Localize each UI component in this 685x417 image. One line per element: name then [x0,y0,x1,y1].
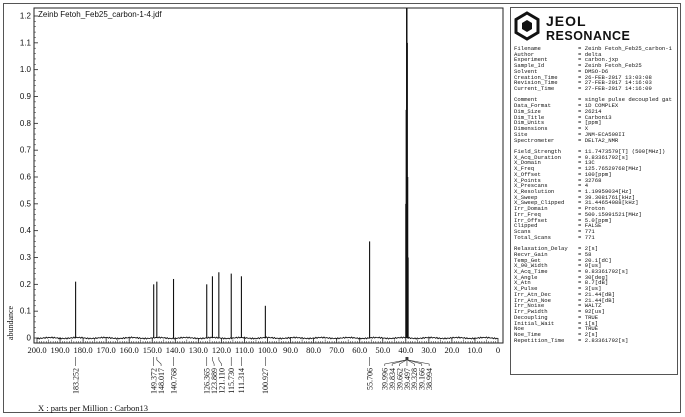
param-key: Irr_Pwidth [514,309,548,315]
param-key: X_90_Width [514,263,548,270]
peak-label: 121.110 [217,368,227,394]
peak-label: 100.927 [261,368,271,394]
param-value: = [ppm] [578,120,602,127]
jeol-resonance-logo [513,10,673,44]
param-key: X_Sweep_Clipped [514,200,565,207]
param-key: Experiment [514,57,548,64]
param-value: = Proton [578,206,605,212]
peak-label-leader [212,357,214,366]
param-value: = 100[ppm] [578,171,612,178]
param-value: = 771 [578,229,595,235]
peak-label: 55.706 [365,368,375,390]
peak-label: 115.730 [227,368,237,394]
x-tick-label: 50.0 [375,345,391,355]
peak-label-leader [157,357,161,366]
param-value: = 8.7[dB] [578,280,609,287]
param-key: Author [514,51,535,58]
param-value: = JNM-ECA500II [578,131,625,138]
param-value: = 0.83361792[s] [578,154,629,161]
y-tick-label: 0.9 [19,92,31,101]
param-key: Noe [514,326,525,332]
param-key: Creation_Time [514,74,558,81]
param-key: X_Acq_Duration [514,154,561,161]
y-axis-label: abundance [6,305,15,341]
peak-label: 39.166 [417,368,427,390]
peak-label: 39.497 [402,368,412,390]
param-value: = 26214 [578,108,602,115]
param-key: Dim_Title [514,114,545,121]
param-value: = DELTA2_NMR [578,137,619,144]
param-value: = WALTZ [578,303,602,310]
param-key: Sample_Id [514,63,545,69]
param-key: Irr_Atn_Noe [514,297,551,304]
param-key: Irr_Domain [514,206,548,212]
param-key: X_Freq [514,166,535,172]
param-value: = 2[s] [578,246,599,252]
x-tick-label: 80.0 [306,345,322,355]
y-tick-label: 0.7 [19,145,31,155]
x-tick-label: 90.0 [283,345,298,355]
param-key: Decoupling [514,314,548,321]
y-tick-label: 0.5 [19,199,31,209]
x-tick-label: 140.0 [165,345,185,355]
param-key: Noe_Time [514,331,541,338]
x-tick-label: 30.0 [421,345,437,355]
y-tick-label: 1.2 [19,11,31,21]
y-tick-label: 0.6 [19,172,31,182]
param-value: = 26-FEB-2017 13:03:08 [578,74,652,81]
param-key: Initial_Wait [514,320,555,327]
param-key: Dim_Size [514,108,541,115]
x-tick-label: 100.0 [257,345,278,355]
param-value: = 30[deg] [578,274,609,281]
param-value: = 3[us] [578,286,602,292]
x-tick-label: 120.0 [211,345,231,355]
param-value: = 4 [578,183,589,189]
param-value: = 2.83361792[s] [578,337,629,344]
param-value: = 1.19959034[Hz] [578,188,632,195]
param-key: X_Sweep [514,194,538,201]
param-value: = 58 [578,251,592,258]
y-tick-label: 0.2 [19,279,31,289]
x-tick-label: 60.0 [352,345,368,355]
param-key: Revision_Time [514,80,558,87]
param-key: Clipped [514,223,538,229]
param-value: = 125.76529768[MHz] [578,166,642,172]
param-value: = TRUE [578,314,599,321]
param-value: = 0.83361792[s] [578,269,629,275]
param-key: X_Offset [514,171,541,178]
param-value: = delta [578,51,602,58]
jeol-hexagon-icon [516,13,538,39]
param-value: = 500.15991521[MHz] [578,211,642,218]
x-tick-label: 70.0 [329,345,345,355]
param-key: Irr_Atn_Dec [514,291,551,298]
peak-label: 39.328 [410,368,420,390]
param-key: Total_Scans [514,234,551,241]
param-key: X_Angle [514,274,538,281]
param-key: X_Resolution [514,188,555,195]
param-key: Data_Format [514,103,551,109]
param-key: Dimensions [514,126,548,132]
param-value: = 21.44[dB] [578,297,615,304]
param-key: X_Prescans [514,183,548,189]
peak-label-leader [385,357,406,366]
param-value: = 31.44654088[kHz] [578,200,639,207]
param-key: Scans [514,229,531,235]
peak-label: 183.252 [71,368,81,394]
y-tick-label: 0.4 [19,226,31,236]
param-key: Spectrometer [514,137,555,144]
chart-title: Zeinb Fetoh_Feb25_carbon-1-4.jdf [38,10,162,19]
x-tick-label: 10.0 [467,345,483,355]
param-key: X_Points [514,177,541,184]
logo-line1: JEOL [546,13,587,29]
x-tick-label: 40.0 [398,345,414,355]
peak-label: 126.365 [202,368,212,394]
param-value: = TRUE [578,326,599,332]
x-axis-label: X : parts per Million : Carbon13 [38,403,149,413]
param-value: = Zeinb Fetoh_Feb25_carbon-1 [578,46,672,52]
param-value: = X [578,126,589,132]
param-key: Repetition_Time [514,337,565,344]
param-value: = 1[s] [578,320,599,327]
param-value: = 27-FEB-2017 14:16:09 [578,86,652,92]
param-value: = 9[us] [578,263,602,270]
param-key: X_Atn [514,280,531,287]
peak-label-leader [408,357,429,366]
param-value: = 32768 [578,177,602,184]
y-tick-label: 0 [26,333,31,343]
param-key: X_Domain [514,160,541,167]
param-value: = 11.7473579[T] (500[MHz]) [578,148,666,155]
x-tick-label: 20.0 [444,345,460,355]
param-key: Temp_Get [514,257,541,264]
param-key: Current_Time [514,86,555,92]
param-key: Irr_Offset [514,217,548,224]
param-key: Site [514,131,528,138]
param-key: X_Pulse [514,286,538,292]
x-tick-label: 160.0 [119,345,139,355]
param-value: = 92[us] [578,309,605,315]
param-value: = 1D COMPLEX [578,103,619,109]
param-value: = 5.0[ppm] [578,217,612,224]
y-tick-label: 1.1 [19,38,31,48]
peak-label: 39.996 [380,368,390,390]
x-tick-label: 200.0 [27,345,47,355]
param-key: Dim_Units [514,120,545,127]
param-key: Field_Strength [514,148,561,155]
param-row [514,338,678,344]
peak-label: 148.017 [156,368,166,394]
x-tick-label: 180.0 [73,345,93,355]
param-value: = 27-FEB-2017 14:16:03 [578,80,652,87]
param-value: = 13C [578,160,595,167]
peak-label: 111.314 [237,368,247,394]
x-tick-label: 0 [495,345,501,355]
x-tick-label: 170.0 [96,345,116,355]
param-value: = 2[s] [578,331,599,338]
param-key: X_Acq_Time [514,269,548,275]
peak-label: 123.889 [209,368,219,394]
y-tick-label: 0.3 [19,253,31,262]
param-value: = carbon.jxp [578,57,619,64]
param-value: = DMSO-D6 [578,68,609,75]
peak-label-leader [219,357,222,366]
peak-label: 149.372 [149,368,159,394]
param-key: Solvent [514,68,538,75]
param-value: = Carbon13 [578,114,612,121]
param-key: Comment [514,97,538,104]
peak-label: 39.662 [395,368,405,390]
x-tick-label: 130.0 [188,345,208,355]
peak-label: 38.994 [424,368,434,390]
peak-label: 140.768 [169,368,179,394]
param-value: = Zeinb Fetoh_Feb25 [578,63,642,69]
y-tick-label: 1.0 [19,65,31,75]
logo-line2: RESONANCE [546,29,631,43]
x-tick-label: 110.0 [235,345,254,355]
param-key: Irr_Noise [514,303,545,310]
param-value: = FALSE [578,223,602,229]
y-tick-label: 0.8 [19,118,31,128]
peak-label: 39.834 [387,368,397,390]
plot-border [34,8,503,343]
param-key: Filename [514,46,541,52]
param-value: = 20.1[dC] [578,257,612,264]
parameter-list [514,46,678,343]
param-value: = 21.44[dB] [578,291,615,298]
param-key: Relaxation_Delay [514,246,568,252]
param-key: Irr_Freq [514,211,541,218]
x-tick-label: 150.0 [142,345,162,355]
param-value: = 771 [578,234,595,241]
param-key: Recvr_Gain [514,251,548,258]
param-value: = single pulse decoupled gat [578,97,672,104]
y-tick-label: 0.1 [19,306,31,316]
x-tick-label: 190.0 [50,345,70,355]
param-value: = 39.3081761[kHz] [578,194,636,201]
